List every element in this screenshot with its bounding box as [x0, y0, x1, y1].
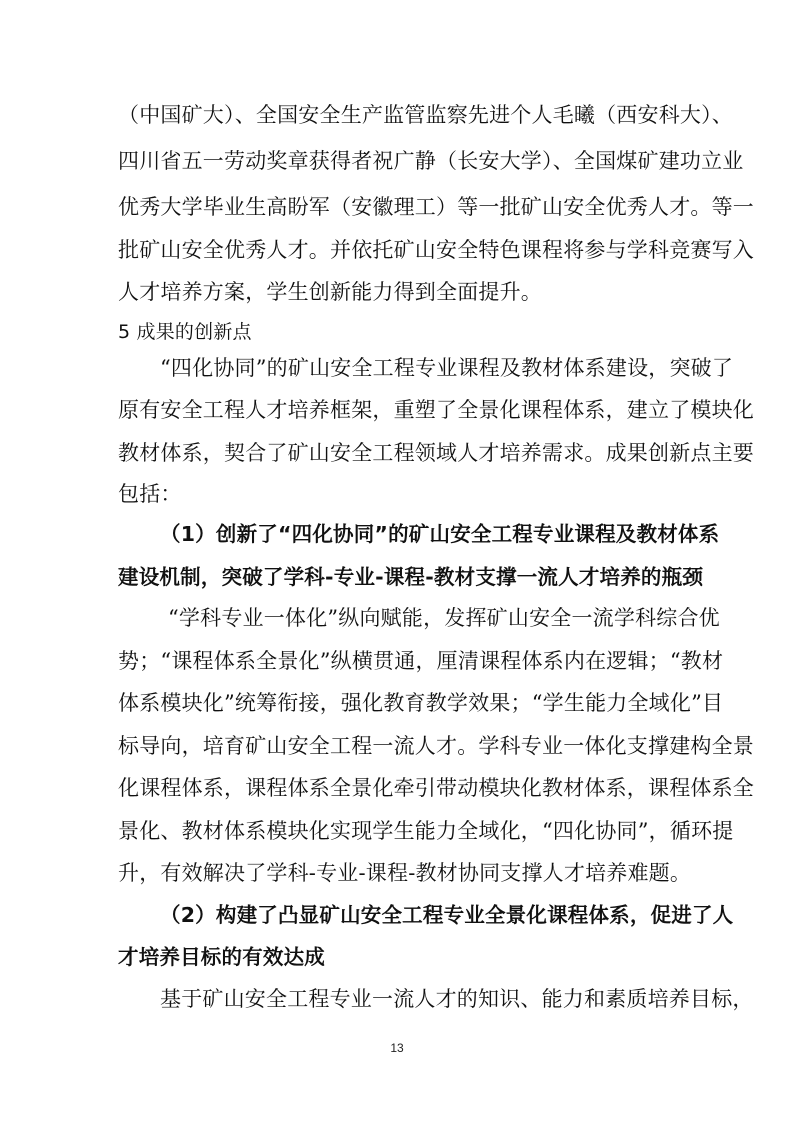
- paragraph-3-line-3: 体系模块化”统筹衔接，强化教育教学效果；“学生能力全域化”目: [118, 691, 724, 715]
- paragraph-4-line-1: 基于矿山安全工程专业一流人才的知识、能力和素质培养目标，: [160, 987, 754, 1011]
- point-1-heading-line-2: 建设机制，突破了学科-专业-课程-教材支撑一流人才培养的瓶颈: [118, 565, 704, 589]
- paragraph-3-line-5: 化课程体系，课程体系全景化牵引带动模块化教材体系，课程体系全: [118, 776, 754, 800]
- paragraph-1-line-2: 四川省五一劳动奖章获得者祝广静（长安大学）、全国煤矿建功立业: [118, 149, 744, 173]
- paragraph-2-line-2: 原有安全工程人才培养框架，重塑了全景化课程体系，建立了模块化: [118, 398, 754, 422]
- point-2-heading-line-1: （2）构建了凸显矿山安全工程专业全景化课程体系，促进了人: [160, 903, 734, 927]
- paragraph-3-line-4: 标导向，培育矿山安全工程一流人才。学科专业一体化支撑建构全景: [118, 734, 754, 758]
- paragraph-3-line-2: 势；“课程体系全景化”纵横贯通，厘清课程体系内在逻辑；“教材: [118, 649, 724, 673]
- paragraph-1-line-1: （中国矿大）、全国安全生产监管监察先进个人毛曦（西安科大）、: [118, 103, 733, 127]
- paragraph-1-line-5: 人才培养方案，学生创新能力得到全面提升。: [118, 280, 542, 304]
- section-heading: 5 成果的创新点: [118, 321, 252, 343]
- paragraph-2-line-1: “四化协同”的矿山安全工程专业课程及教材体系建设，突破了: [160, 356, 734, 380]
- paragraph-1-line-4: 批矿山安全优秀人才。并依托矿山安全特色课程将参与学科竞赛写入: [118, 238, 754, 262]
- paragraph-3-line-7: 升，有效解决了学科-专业-课程-教材协同支撑人才培养难题。: [118, 861, 692, 885]
- point-1-heading-line-1: （1）创新了“四化协同”的矿山安全工程专业课程及教材体系: [160, 522, 720, 546]
- paragraph-1-line-3: 优秀大学毕业生高盼军（安徽理工）等一批矿山安全优秀人才。等一: [118, 195, 754, 219]
- point-2-heading-line-2: 才培养目标的有效达成: [118, 945, 325, 969]
- paragraph-2-line-3: 教材体系，契合了矿山安全工程领域人才培养需求。成果创新点主要: [118, 441, 754, 465]
- paragraph-3-line-6: 景化、教材体系模块化实现学生能力全域化，“四化协同”，循环提: [118, 819, 734, 843]
- paragraph-3-line-1: “学科专业一体化”纵向赋能，发挥矿山安全一流学科综合优: [168, 606, 720, 630]
- paragraph-2-line-4: 包括：: [118, 482, 182, 506]
- page-number: 13: [390, 1041, 404, 1055]
